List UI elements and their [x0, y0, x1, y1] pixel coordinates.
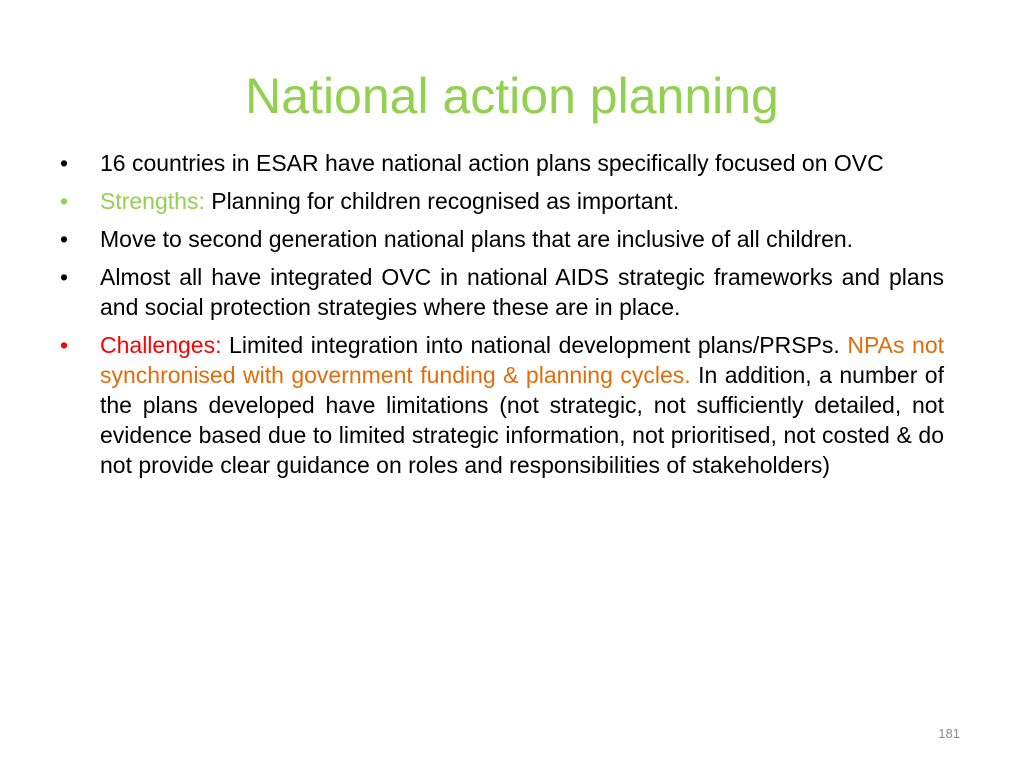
bullet-text: 16 countries in ESAR have national action plans specifically focused on OVC	[100, 150, 884, 176]
bullet-dot-icon: •	[60, 332, 69, 358]
bullet-item-countries	[60, 148, 944, 178]
bullet-item-integrated-ovc	[60, 262, 944, 322]
strengths-label: Strengths:	[100, 188, 205, 214]
bullet-dot-icon: •	[60, 264, 69, 290]
bullet-text: Planning for children recognised as important.	[204, 188, 680, 214]
bullet-item-second-generation	[60, 224, 944, 254]
slide-title: National action planning	[245, 68, 779, 124]
bullet-list	[60, 148, 944, 488]
bullet-dot-icon: •	[60, 226, 69, 252]
bullet-text-continued: In addition, a number of the plans developed have limitations (not strategic, not sufficiently detailed, not evidence based due to limited strategic information, not prioritised, not costed & do not provide clear guidance on roles and responsibilities of stakeholders)	[100, 362, 944, 478]
bullet-item-challenges	[60, 330, 944, 480]
challenges-label: Challenges:	[100, 332, 222, 358]
highlight-text: NPAs not synchronised with government funding & planning cycles.	[100, 332, 945, 388]
bullet-dot-icon: •	[60, 188, 69, 214]
bullet-text: Move to second generation national plans that are inclusive of all children.	[100, 226, 854, 252]
bullet-item-strengths	[60, 186, 944, 216]
bullet-text: Limited integration into national development plans/PRSPs.	[221, 332, 848, 358]
bullet-dot-icon: •	[60, 150, 69, 176]
bullet-text: Almost all have integrated OVC in national AIDS strategic frameworks and plans and social protection strategies where these are in place.	[100, 264, 944, 320]
slide-number: 181	[938, 726, 960, 741]
